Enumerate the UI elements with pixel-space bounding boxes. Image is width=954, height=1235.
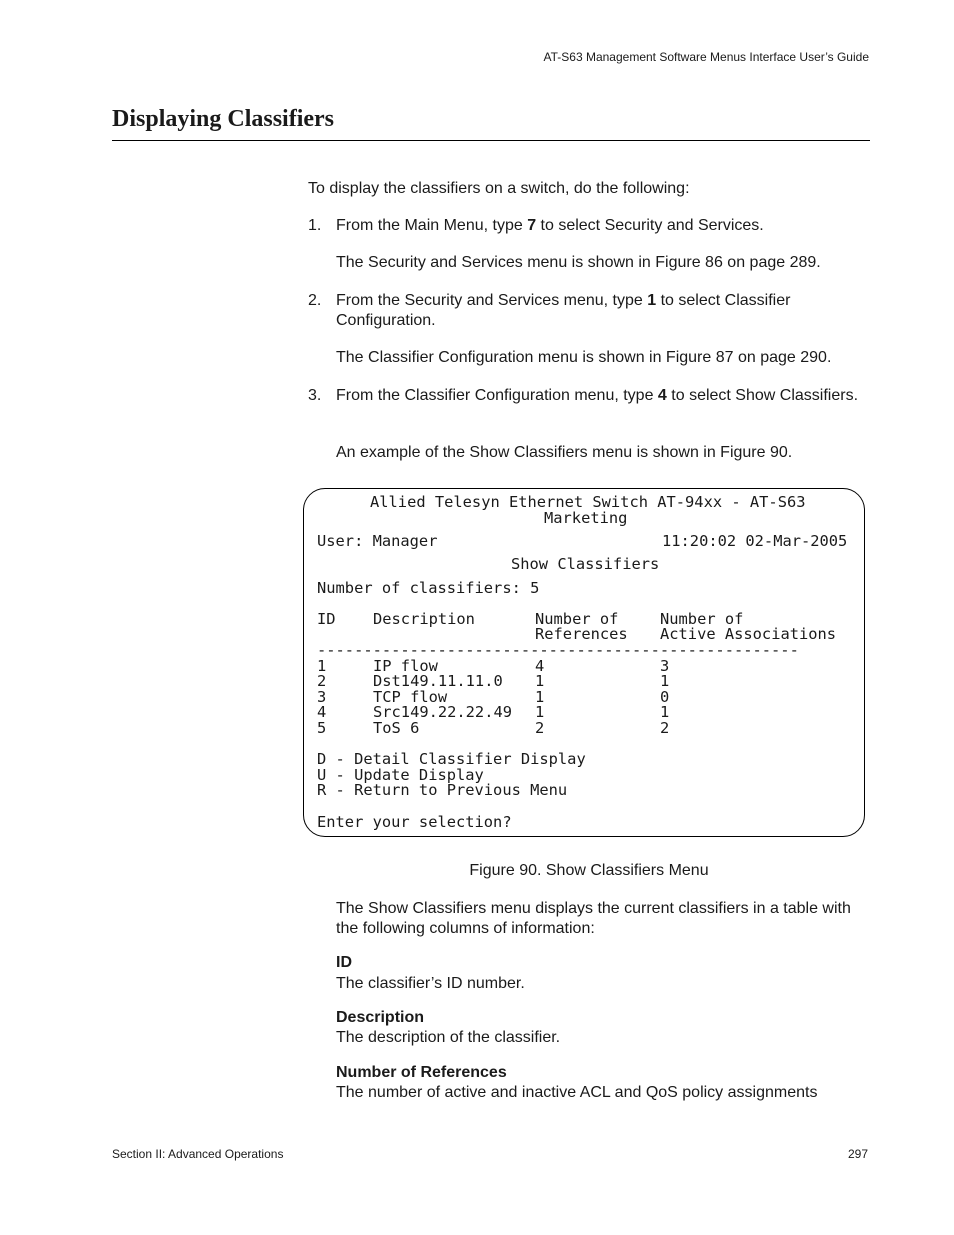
body-paragraph: The Show Classifiers menu displays the current classifiers in a table with the following columns of information: <box>336 900 851 937</box>
menu-option-update: U - Update Display <box>317 766 484 784</box>
step-note: The Security and Services menu is shown in Figure 86 on page 289. <box>336 254 821 271</box>
row-id: 2 <box>317 672 327 690</box>
figure-caption: Figure 90. Show Classifiers Menu <box>469 862 709 879</box>
row-references: 1 <box>535 703 545 721</box>
section-title: Displaying Classifiers <box>112 106 335 132</box>
step-key: 1 <box>647 292 657 309</box>
row-associations: 1 <box>660 703 670 721</box>
page-number: 297 <box>847 1147 868 1161</box>
terminal-menu-title: Show Classifiers <box>511 555 660 573</box>
row-id: 4 <box>317 703 327 721</box>
term-number-of-references: Number of References <box>336 1064 507 1081</box>
term-id: ID <box>336 954 352 971</box>
row-associations: 0 <box>660 688 670 706</box>
row-references: 1 <box>535 672 545 690</box>
term-number-of-references-definition: The number of active and inactive ACL and QoS policy assignments <box>336 1084 818 1101</box>
row-associations: 2 <box>660 719 670 737</box>
step-key: 7 <box>527 217 537 234</box>
row-id: 1 <box>317 657 327 675</box>
column-header-associations-2: Active Associations <box>660 625 837 643</box>
menu-option-return: R - Return to Previous Menu <box>317 781 568 799</box>
column-header-id: ID <box>317 610 336 628</box>
row-description: TCP flow <box>373 688 448 706</box>
row-description: Dst149.11.11.0 <box>373 672 503 690</box>
step-note: An example of the Show Classifiers menu is shown in Figure 90. <box>336 444 793 461</box>
intro-paragraph: To display the classifiers on a switch, do the following: <box>308 180 690 197</box>
step-number: 1. <box>308 217 322 234</box>
step-text: From the Main Menu, type 7 to select Security and Services. <box>336 217 764 234</box>
terminal-datetime: 11:20:02 02-Mar-2005 <box>662 532 848 550</box>
column-header-associations: Number of <box>660 610 744 628</box>
row-references: 2 <box>535 719 545 737</box>
row-references: 4 <box>535 657 545 675</box>
row-references: 1 <box>535 688 545 706</box>
row-description: ToS 6 <box>373 719 420 737</box>
term-id-definition: The classifier’s ID number. <box>336 975 525 992</box>
menu-option-detail: D - Detail Classifier Display <box>317 750 586 768</box>
terminal-subtitle: Marketing <box>544 509 628 527</box>
column-header-description: Description <box>373 610 475 628</box>
terminal-classifier-count: Number of classifiers: 5 <box>317 579 540 597</box>
step-number: 2. <box>308 292 322 309</box>
selection-prompt: Enter your selection? <box>317 813 512 831</box>
step-note: The Classifier Configuration menu is shown in Figure 87 on page 290. <box>336 349 832 366</box>
terminal-title: Allied Telesyn Ethernet Switch AT-94xx - AT-S63 <box>370 493 806 511</box>
running-header: AT-S63 Management Software Menus Interface User’s Guide <box>543 50 869 64</box>
row-id: 3 <box>317 688 327 706</box>
term-description: Description <box>336 1009 425 1026</box>
row-description: Src149.22.22.49 <box>373 703 512 721</box>
row-associations: 3 <box>660 657 670 675</box>
column-header-references: Number of <box>535 610 619 628</box>
row-description: IP flow <box>373 657 438 675</box>
step-text: From the Classifier Configuration menu, type 4 to select Show Classifiers. <box>336 387 859 404</box>
terminal-user: User: Manager <box>317 532 438 550</box>
column-header-references-2: References <box>535 625 628 643</box>
row-id: 5 <box>317 719 327 737</box>
term-description-definition: The description of the classifier. <box>336 1029 561 1046</box>
title-rule <box>112 140 870 141</box>
step-key: 4 <box>657 387 667 404</box>
terminal-screen <box>303 488 865 837</box>
step-number: 3. <box>308 387 322 404</box>
footer-section: Section II: Advanced Operations <box>112 1147 284 1161</box>
table-separator: ---------------------------------------------------- <box>317 641 799 659</box>
step-text: From the Security and Services menu, type 1 to select Classifier Configuration. <box>336 292 791 329</box>
row-associations: 1 <box>660 672 670 690</box>
